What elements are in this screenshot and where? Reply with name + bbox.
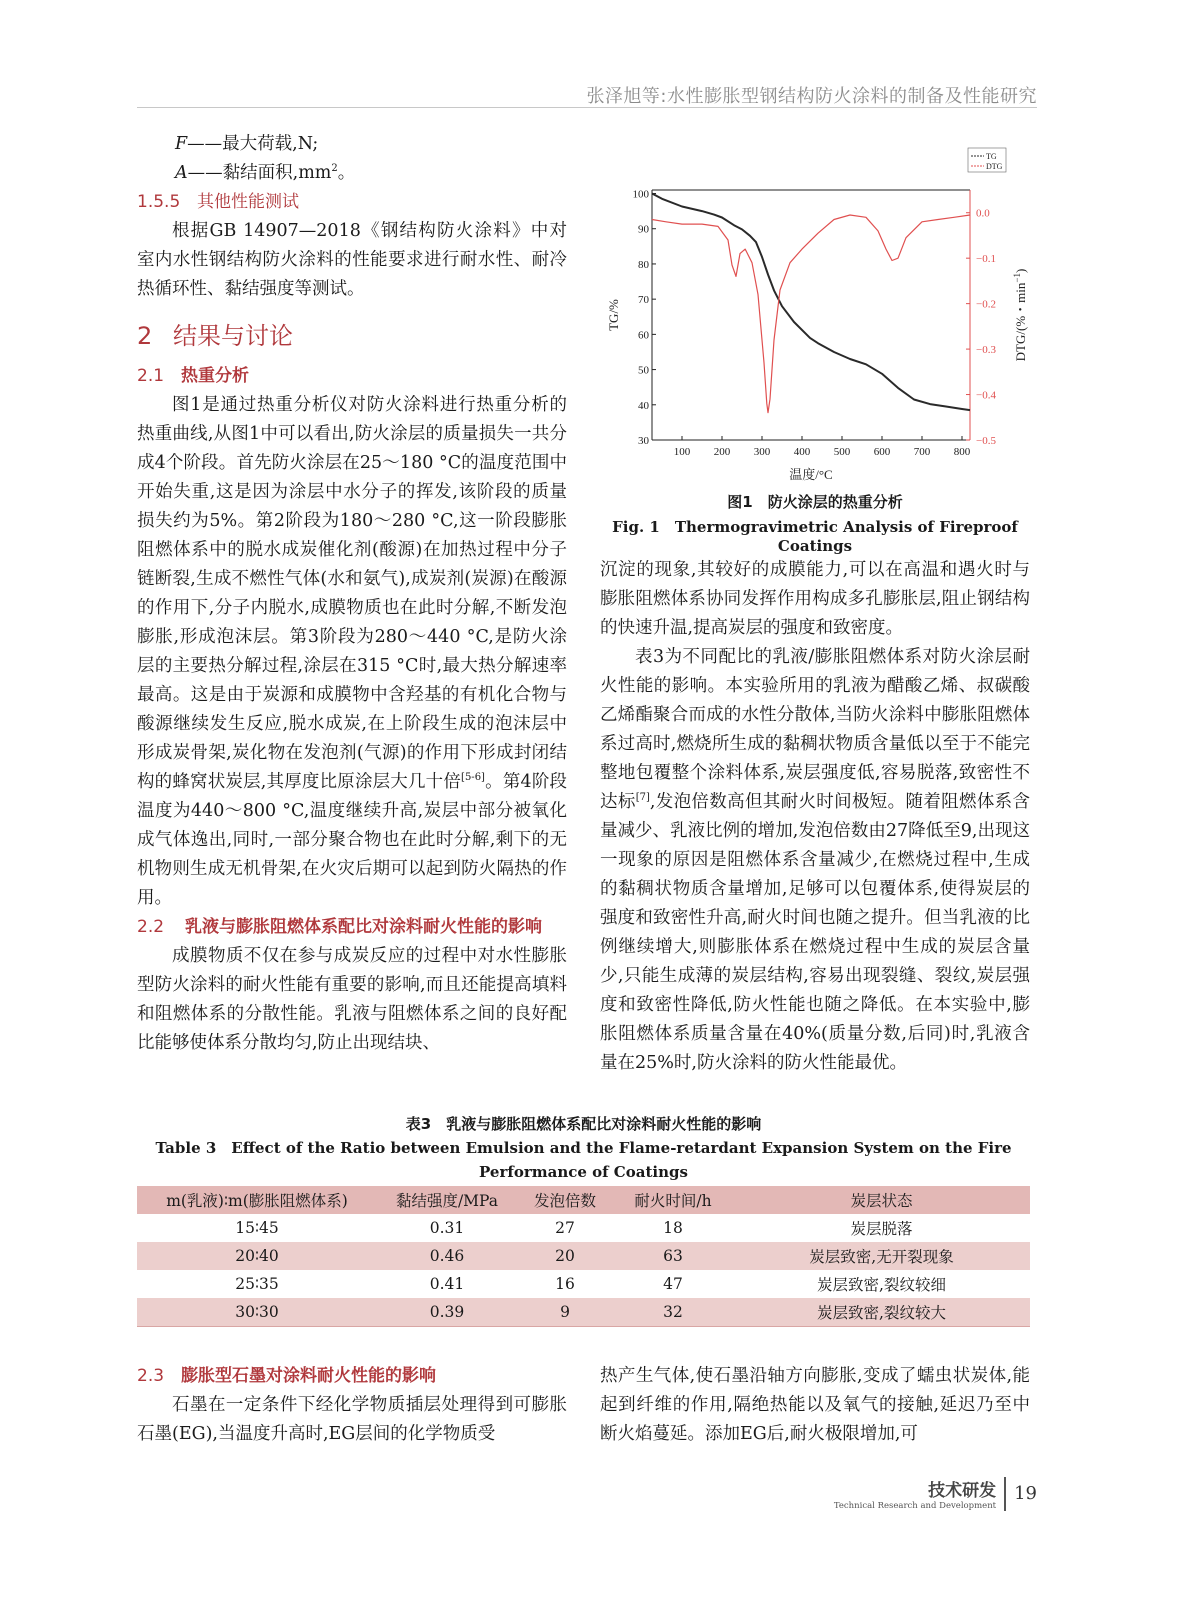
definition-A-text: ——黏结面积,mm [187,163,332,183]
footer-label [834,1476,996,1511]
table-header-row [137,1186,1030,1214]
y-right-axis-label: DTG/(%・$\min^{-1}$) [1012,268,1028,362]
figure-caption-cn: 图1 防火涂层的热重分析 [727,493,903,511]
table-cell: 15∶45 [235,1219,279,1237]
table-header-cell: 耐火时间/h [634,1192,712,1210]
x-tick-label: 700 [913,446,931,458]
section-title: 乳液与膨胀阻燃体系配比对涂料耐火性能的影响 [185,917,542,937]
table-cell: 30∶30 [235,1303,279,1321]
tg-dtg-chart [600,140,1040,490]
table-cell: 18 [663,1219,683,1237]
running-header: 张泽旭等:水性膨胀型钢结构防火涂料的制备及性能研究 [586,86,1037,107]
table-cell: 0.41 [429,1275,465,1293]
table-header-cell: 发泡倍数 [533,1192,596,1210]
table-3 [137,1186,1030,1327]
table-cell: 炭层致密,裂纹较细 [817,1276,946,1294]
section-2-3-paragraph-left: 石墨在一定条件下经化学物质插层处理得到可膨胀石墨(EG),当温度升高时,EG层间的化学物质受 [137,1395,567,1444]
citation: [7] [635,792,650,804]
y-right-tick-label: −0.1 [976,253,996,266]
x-tick-label: 400 [793,446,811,458]
table-cell: 20 [555,1247,575,1265]
section-title: 其他性能测试 [197,192,299,212]
section-2-2-paragraph: 成膜物质不仅在参与成炭反应的过程中对水性膨胀型防火涂料的耐火性能有重要的影响,而且还能提高填料和阻燃体系的分散性能。乳液与阻燃体系之间的良好配比能够使体系分散均匀,防止出现结块、 [137,946,567,1053]
section-title: 结果与讨论 [173,322,293,350]
section-number: 1.5.5 [137,192,181,212]
symbol-A: A [175,163,188,183]
paragraph-text: 表3为不同配比的乳液/膨胀阻燃体系对防火涂层耐火性能的影响。本实验所用的乳液为醋酸乙烯、叔碳酸乙烯酯聚合而成的水性分散体,当防火涂料中膨胀阻燃体系过高时,燃烧所生成的黏稠状物质含量低以至于不能完整地包覆整个涂料体系,炭层强度低,容易脱落,致密性不达标 [600,647,1030,812]
x-tick-label: 500 [833,446,851,458]
section-title: 膨胀型石墨对涂料耐火性能的影响 [181,1366,436,1386]
definition-F-text: ——最大荷载,N; [187,134,319,154]
table-cell: 0.39 [429,1303,465,1321]
table-cell: 0.31 [429,1219,465,1237]
symbol-F: F [175,134,188,154]
y-right-tick-label: −0.2 [976,298,996,311]
table-cell: 9 [560,1303,570,1321]
footer-label-en: Technical Research and Development [833,1501,997,1511]
table-row [137,1214,1030,1242]
paragraph-text: 。第4阶段温度为440～800 °C,温度继续升高,炭层中部分被氧化成气体逸出,同时,一部分聚合物也在此时分解,剩下的无机物则生成无机骨架,在火灾后期可以起到防火隔热的作用。 [137,772,568,908]
y-left-tick-label: 60 [638,329,649,342]
table-row [137,1298,1030,1327]
x-axis-label: 温度/°C [789,467,833,482]
series-line-tg [652,194,970,411]
section-2-2-heading [137,913,567,942]
table-cell: 炭层致密,裂纹较大 [817,1304,946,1322]
definition-F [137,130,567,159]
table-caption-cn: 表3 乳液与膨胀阻燃体系配比对涂料耐火性能的影响 [405,1115,762,1133]
table-cell: 27 [555,1219,575,1237]
figure-caption-en: Fig. 1 Thermogravimetric Analysis of Fireproof Coatings [612,518,1018,555]
table-cell: 32 [663,1303,683,1321]
table-cell: 炭层致密,无开裂现象 [809,1248,954,1266]
section-number: 2.1 [137,366,165,386]
section-number: 2.2 [137,917,165,937]
page-number: 19 [1014,1483,1037,1504]
section-2-3-left [137,1391,567,1449]
table-caption-en: Table 3 Effect of the Ratio between Emulsion and the Flame-retardant Expansion System on the Fire Performance of Coatings [155,1139,1012,1181]
table-header-cell: 黏结强度/MPa [395,1192,499,1210]
table-header-cell: m(乳液)∶m(膨胀阻燃体系) [166,1192,348,1210]
x-tick-label: 600 [873,446,891,458]
y-left-tick-label: 70 [638,294,649,307]
left-column [137,130,567,1058]
table-cell: 47 [663,1275,683,1293]
table-cell: 16 [555,1275,575,1293]
section-2-3-right [600,1362,1030,1449]
section-1-5-5-paragraph: 根据GB 14907—2018《钢结构防火涂料》中对室内水性钢结构防火涂料的性能要求进行耐水性、耐冷热循环性、黏结强度等测试。 [137,221,567,299]
header-rule [137,107,1037,108]
right-column [600,556,1030,1078]
x-tick-label: 800 [953,446,971,458]
table-header-cell: 炭层状态 [850,1192,913,1210]
definition-A [137,159,567,188]
y-right-tick-label: −0.5 [976,435,996,447]
y-right-tick-label: 0.0 [976,207,990,220]
y-right-tick-label: −0.4 [976,389,996,402]
section-2-heading [137,314,567,358]
table-cell: 63 [663,1247,683,1265]
table-row [137,1270,1030,1298]
y-left-tick-label: 50 [638,364,649,377]
table-cell: 炭层脱落 [850,1220,913,1238]
footer-divider [1004,1477,1006,1511]
section-title: 热重分析 [181,366,249,386]
section-2-3-paragraph-right: 热产生气体,使石墨沿轴方向膨胀,变成了蠕虫状炭体,能起到纤维的作用,隔绝热能以及氧气的接触,延迟乃至中断火焰蔓延。添加EG后,耐火极限增加,可 [600,1366,1030,1444]
right-paragraph-1: 沉淀的现象,其较好的成膜能力,可以在高温和遇火时与膨胀阻燃体系协同发挥作用构成多孔膨胀层,阻止钢结构的快速升温,提高炭层的强度和致密度。 [600,560,1030,638]
table-cell: 20∶40 [235,1247,279,1265]
y-left-tick-label: 30 [638,435,649,447]
section-1-5-5-heading [137,188,567,217]
section-2-3-heading [137,1362,436,1391]
section-number: 2 [137,322,153,350]
y-left-tick-label: 40 [638,399,649,412]
legend-label-tg: TG [986,152,997,161]
legend-label-dtg: DTG [986,162,1003,171]
table-cell: 0.46 [429,1247,465,1265]
definition-A-end: 。 [337,163,356,183]
y-right-tick-label: −0.3 [976,344,996,357]
x-tick-label: 100 [673,446,691,458]
x-tick-label: 300 [753,446,771,458]
footer [834,1476,1037,1511]
y-left-tick-label: 90 [638,223,649,236]
footer-label-cn: 技术研发 [928,1481,997,1501]
section-number: 2.3 [137,1366,165,1386]
paragraph-text: ,发泡倍数高但其耐火时间极短。随着阻燃体系含量减少、乳液比例的增加,发泡倍数由27降低至9,出现这一现象的原因是阻燃体系含量减少,在燃烧过程中,生成的黏稠状物质含量增加,足够可以包覆体系,使得炭层的强度和致密性升高,耐火时间也随之提升。但当乳液的比例继续增大,则膨胀体系在燃烧过程中生成的炭层含量少,只能生成薄的炭层结构,容易出现裂缝、裂纹,炭层强度和致密性降低,防火性能也随之降低。在本实验中,膨胀阻燃体系质量含量在40%(质量分数,后同)时,乳液含量在25%时,防火涂料的防火性能最优。 [600,792,1031,1073]
right-paragraph-2 [600,643,1030,1078]
table-row [137,1242,1030,1270]
citation: [5-6] [461,772,485,784]
x-tick-label: 200 [713,446,731,458]
paragraph-text: 图1是通过热重分析仪对防火涂料进行热重分析的热重曲线,从图1中可以看出,防火涂层的质量损失一共分成4个阶段。首先防火涂层在25～180 °C的温度范围中开始失重,这是因为涂层中水分子的挥发,该阶段的质量损失约为5%。第2阶段为180～280 °C,这一阶段膨胀阻燃体系中的脱水成炭催化剂(酸源)在加热过程中分子链断裂,生成不燃性气体(水和氨气),成炭剂(炭源)在酸源的作用下,分子内脱水,成膜物质也在此时分解,不断发泡膨胀,形成泡沫层。第3阶段为280～440 °C,是防火涂层的主要热分解过程,涂层在315 °C时,最大热分解速率最高。这是由于炭源和成膜物中含羟基的有机化合物与酸源继续发生反应,脱水成炭,在上阶段生成的泡沫层中形成炭骨架,炭化物在发泡剂(气源)的作用下形成封闭结构的蜂窝状炭层,其厚度比原涂层大几十倍 [137,395,567,792]
table-cell: 25∶35 [235,1275,279,1293]
definition-A-superscript: 2 [331,163,338,175]
section-2-1-paragraph [137,391,567,913]
y-left-tick-label: 100 [632,188,649,201]
series-line-dtg [652,215,970,413]
section-2-1-heading [137,362,567,391]
y-left-tick-label: 80 [638,258,649,271]
y-left-axis-label: TG/% [606,299,621,331]
